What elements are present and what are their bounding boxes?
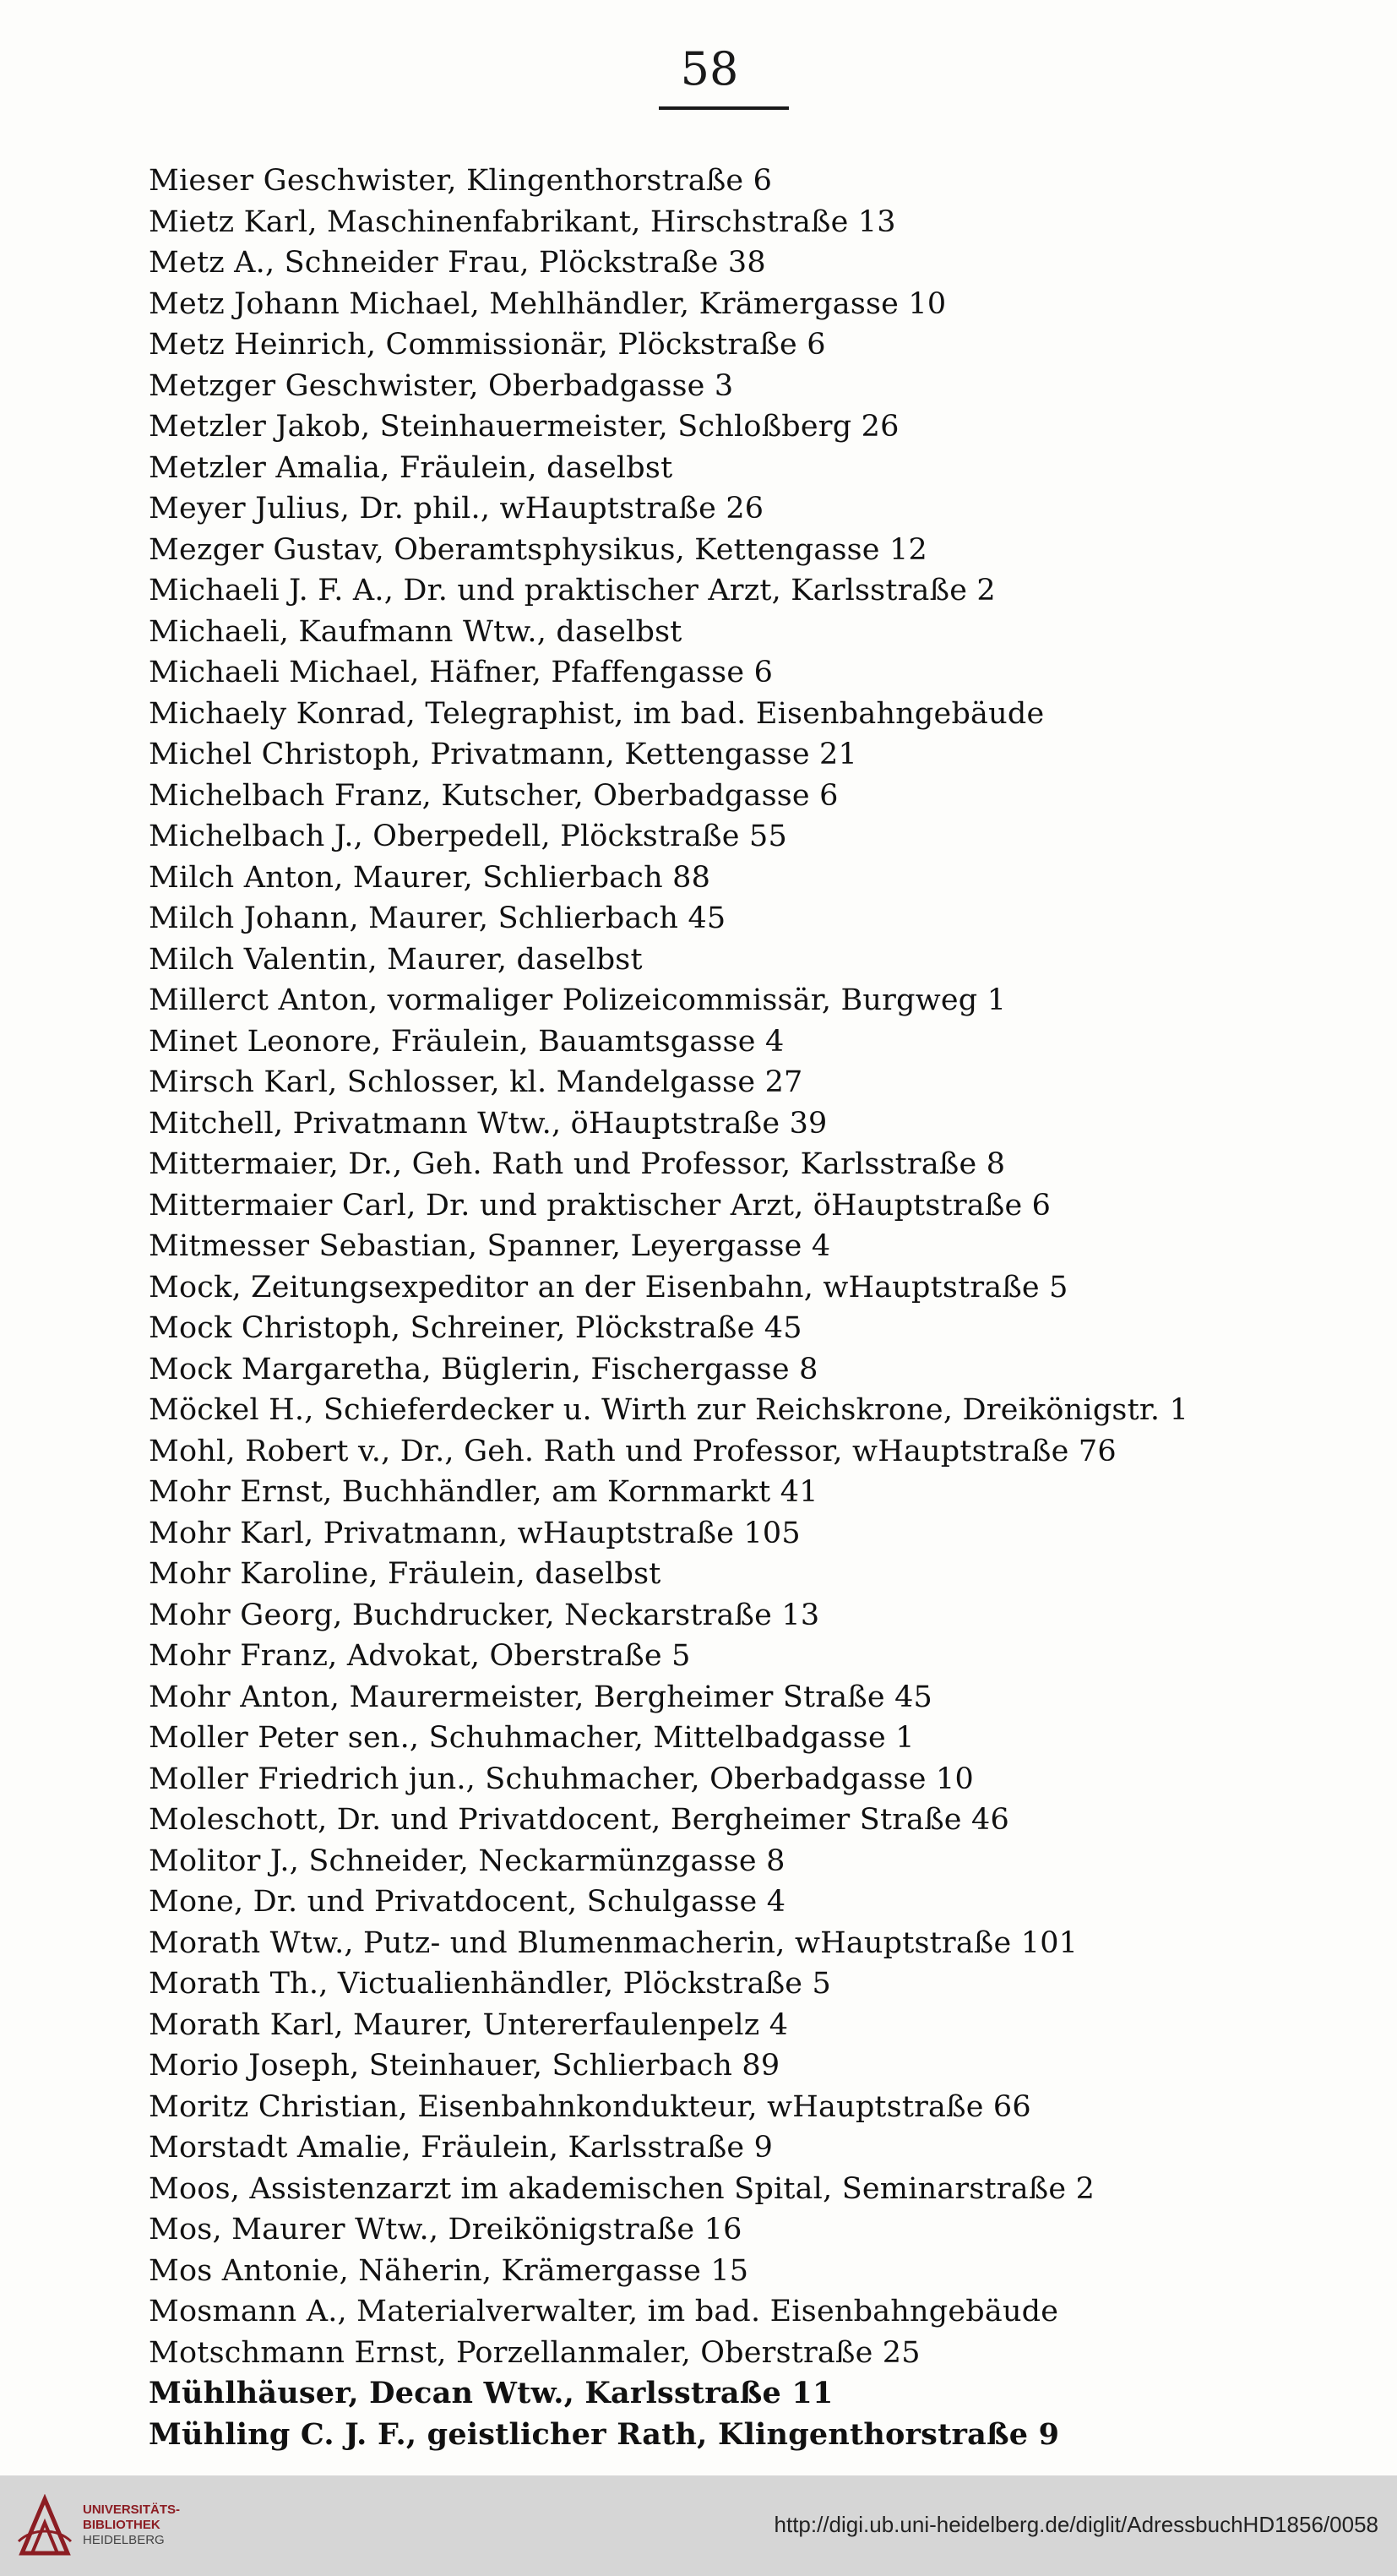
directory-entry: Metz A., Schneider Frau, Plöckstraße 38: [149, 246, 766, 280]
university-library-logo-icon[interactable]: [15, 2494, 74, 2558]
footer-bar: [0, 2475, 1397, 2576]
directory-entry: Mohr Georg, Buchdrucker, Neckarstraße 13: [149, 1598, 820, 1632]
directory-entry: Mohl, Robert v., Dr., Geh. Rath und Professor, wHauptstraße 76: [149, 1434, 1117, 1468]
directory-entry: Michaely Konrad, Telegraphist, im bad. Eisenbahngebäude: [149, 696, 1045, 731]
directory-entry: Molitor J., Schneider, Neckarmünzgasse 8: [149, 1844, 785, 1878]
directory-entry: Mezger Gustav, Oberamtsphysikus, Kettengasse 12: [149, 532, 927, 567]
library-name-line1: UNIVERSITÄTS-: [83, 2502, 181, 2517]
directory-entry: Mohr Karoline, Fräulein, daselbst: [149, 1557, 661, 1591]
directory-entry: Metzger Geschwister, Oberbadgasse 3: [149, 368, 734, 403]
directory-entry: Michaeli J. F. A., Dr. und praktischer Arzt, Karlsstraße 2: [149, 574, 996, 607]
directory-entry: Mühlhäuser, Decan Wtw., Karlsstraße 11: [149, 2376, 834, 2410]
directory-entry: Michaeli Michael, Häfner, Pfaffengasse 6: [149, 656, 774, 689]
directory-entry: Mittermaier, Dr., Geh. Rath und Professor, Karlsstraße 8: [149, 1147, 1006, 1181]
directory-entry: Motschmann Ernst, Porzellanmaler, Oberstraße 25: [149, 2335, 921, 2370]
directory-entry: Moos, Assistenzarzt im akademischen Spital, Seminarstraße 2: [149, 2171, 1095, 2206]
directory-entry: Mohr Franz, Advokat, Oberstraße 5: [149, 1639, 691, 1673]
library-name-line2: BIBLIOTHEK: [83, 2518, 160, 2532]
directory-entry: Morath Th., Victualienhändler, Plöckstraße 5: [149, 1967, 832, 2001]
directory-entry: Morath Wtw., Putz- und Blumenmacherin, wHauptstraße 101: [149, 1925, 1079, 1960]
directory-entry: Mitmesser Sebastian, Spanner, Leyergasse 4: [149, 1229, 831, 1263]
directory-entry: Metz Heinrich, Commissionär, Plöckstraße 6: [149, 328, 826, 362]
directory-entry: Mock, Zeitungsexpeditor an der Eisenbahn, wHauptstraße 5: [149, 1270, 1068, 1304]
directory-entry: Michelbach J., Oberpedell, Plöckstraße 55: [149, 820, 787, 853]
directory-entry: Minet Leonore, Fräulein, Bauamtsgasse 4: [149, 1024, 785, 1059]
directory-entry: Mittermaier Carl, Dr. und praktischer Arzt, öHauptstraße 6: [149, 1188, 1052, 1223]
directory-entry: Mos Antonie, Näherin, Krämergasse 15: [149, 2253, 749, 2288]
directory-entry: Mosmann A., Materialverwalter, im bad. Eisenbahngebäude: [149, 2295, 1059, 2328]
directory-entry: Mone, Dr. und Privatdocent, Schulgasse 4: [149, 1885, 786, 1919]
directory-entry: Milch Johann, Maurer, Schlierbach 45: [149, 901, 726, 935]
directory-entry: Morio Joseph, Steinhauer, Schlierbach 89: [149, 2049, 780, 2083]
directory-entry: Metz Johann Michael, Mehlhändler, Krämergasse 10: [149, 286, 947, 321]
directory-entry: Mietz Karl, Maschinenfabrikant, Hirschstraße 13: [149, 204, 896, 239]
directory-entry: Mieser Geschwister, Klingenthorstraße 6: [149, 164, 773, 198]
library-name[interactable]: [83, 2502, 180, 2548]
directory-entry: Meyer Julius, Dr. phil., wHauptstraße 26: [149, 492, 764, 526]
directory-entry: Michaeli, Kaufmann Wtw., daselbst: [149, 614, 682, 649]
directory-entry: Moller Peter sen., Schuhmacher, Mittelbadgasse 1: [149, 1721, 915, 1755]
directory-entry: Mirsch Karl, Schlosser, kl. Mandelgasse 27: [149, 1065, 803, 1099]
directory-entry: Mock Christoph, Schreiner, Plöckstraße 45: [149, 1311, 802, 1345]
directory-entry: Morath Karl, Maurer, Untererfaulenpelz 4: [149, 2007, 789, 2042]
directory-entry: Moritz Christian, Eisenbahnkondukteur, wHauptstraße 66: [149, 2089, 1031, 2124]
directory-entry: Mühling C. J. F., geistlicher Rath, Klingenthorstraße 9: [149, 2416, 1060, 2452]
directory-entry: Mohr Anton, Maurermeister, Bergheimer Straße 45: [149, 1680, 933, 1714]
directory-entry: Metzler Amalia, Fräulein, daselbst: [149, 450, 673, 485]
page-number: 58: [680, 42, 739, 95]
directory-entry: Mohr Karl, Privatmann, wHauptstraße 105: [149, 1516, 801, 1550]
directory-entry: Metzler Jakob, Steinhauermeister, Schloßberg 26: [149, 410, 900, 444]
directory-entry: Millerct Anton, vormaliger Polizeicommissär, Burgweg 1: [149, 983, 1007, 1017]
directory-entry: Morstadt Amalie, Fräulein, Karlsstraße 9: [149, 2131, 774, 2165]
directory-entry: Moleschott, Dr. und Privatdocent, Bergheimer Straße 46: [149, 1803, 1009, 1837]
directory-entry: Mitchell, Privatmann Wtw., öHauptstraße 39: [149, 1106, 828, 1141]
directory-entry: Michel Christoph, Privatmann, Kettengasse 21: [149, 738, 857, 771]
directory-entry: Möckel H., Schieferdecker u. Wirth zur Reichskrone, Dreikönigstr. 1: [149, 1393, 1189, 1427]
directory-entry: Mohr Ernst, Buchhändler, am Kornmarkt 41: [149, 1475, 818, 1509]
library-name-line3: HEIDELBERG: [83, 2533, 165, 2547]
directory-entry: Mock Margaretha, Büglerin, Fischergasse 8: [149, 1352, 818, 1386]
directory-entry: Mos, Maurer Wtw., Dreikönigstraße 16: [149, 2213, 742, 2247]
directory-entry: Milch Valentin, Maurer, daselbst: [149, 942, 643, 977]
directory-entry: Milch Anton, Maurer, Schlierbach 88: [149, 860, 711, 895]
directory-entry: Michelbach Franz, Kutscher, Oberbadgasse 6: [149, 778, 839, 813]
directory-entries: [149, 161, 1356, 2455]
source-url-link[interactable]: http://digi.ub.uni-heidelberg.de/diglit/AdressbuchHD1856/0058: [774, 2512, 1378, 2537]
page-number-rule: [659, 106, 789, 110]
directory-entry: Moller Friedrich jun., Schuhmacher, Oberbadgasse 10: [149, 1762, 974, 1796]
